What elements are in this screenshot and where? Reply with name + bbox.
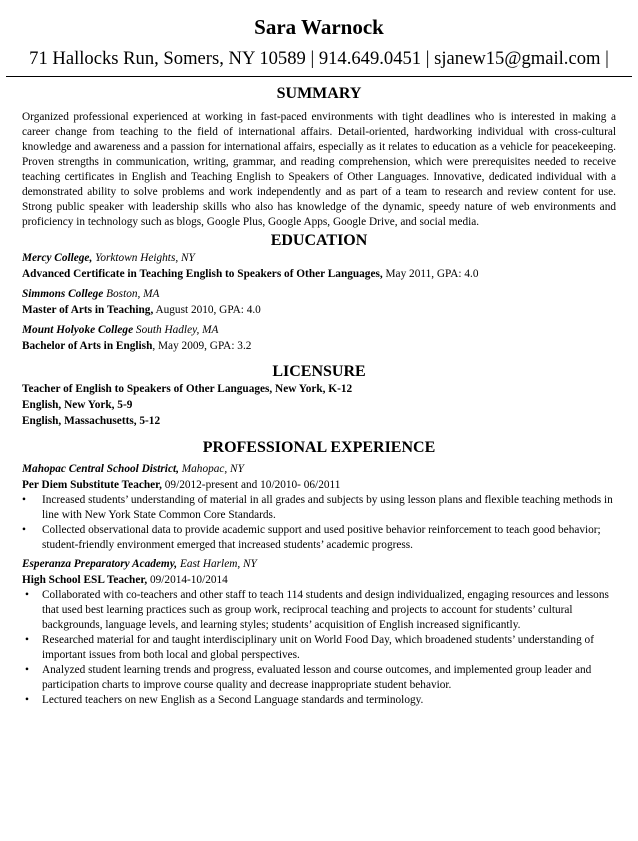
degree-name: Master of Arts in Teaching, [22,304,154,316]
degree-name: Advanced Certificate in Teaching English to Speakers of Other Languages, [22,268,383,280]
experience-heading: PROFESSIONAL EXPERIENCE [202,439,436,456]
role-line [22,477,616,493]
license-item: Teacher of English to Speakers of Other Languages, New York, K-12 [22,383,353,395]
licensure-list [22,381,616,429]
employer-name: Mahopac Central School District, [22,463,179,475]
job-dates: 09/2014-10/2014 [147,574,228,586]
job-bullet: • Increased students’ understanding of material in all grades and subjects by using lesson plans and flexible teaching methods in line with New York State Common Core Standards. [22,493,616,523]
job-title: Per Diem Substitute Teacher, [22,479,162,491]
school-location: South Hadley, MA [133,324,219,336]
summary-text: Organized professional experienced at working in fast-paced environments with tight deadlines who is interested in making a career change from teaching to the field of international affairs. Detail-oriented, hardworking individual with cross-cultural knowledge and awareness and a passion for international affairs, especially as it relates to education as a vehicle for peacekeeping. Proven strengths in communication, writing, grammar, and reading comprehension, which were prerequisites needed to receive teaching certificates in English and Teaching English to Speakers of Other Languages. Innovative, dedicated individual with a demonstrated ability to solve problems and work independently and as part of a team to research and review content for use. Strong public speaker with leadership skills who also has knowledge of the dynamic, speedy nature of web environments and proficiency in technology such as blogs, Google Plus, Google Apps, Google Drive, and social media. [22,111,616,228]
contact-line: 71 Hallocks Run, Somers, NY 10589 | 914.649.0451 | sjanew15@gmail.com | [29,48,609,69]
resume-name: Sara Warnock [254,15,384,39]
job-bullet: • Lectured teachers on new English as a Second Language standards and terminology. [22,693,616,708]
school-line [22,286,616,302]
employer-location: East Harlem, NY [177,558,257,570]
education-heading: EDUCATION [270,232,368,249]
license-item: English, New York, 5-9 [22,399,133,411]
job-title: High School ESL Teacher, [22,574,148,586]
employer-line [22,461,616,477]
employer-line [22,556,616,572]
header-divider [6,76,632,77]
employer-name: Esperanza Preparatory Academy, [22,558,178,570]
degree-line [22,338,616,354]
resume-page [0,15,638,841]
degree-line [22,266,616,282]
employer-location: Mahopac, NY [178,463,244,475]
degree-name: Bachelor of Arts in English [22,340,153,352]
job-entry [22,556,616,708]
school-line [22,322,616,338]
degree-details: August 2010, GPA: 4.0 [153,304,261,316]
job-dates: 09/2012-present and 10/2010- 06/2011 [161,479,341,491]
licensure-heading: LICENSURE [272,363,366,380]
education-entry [22,250,616,282]
degree-details: May 2011, GPA: 4.0 [382,268,479,280]
role-line [22,572,616,588]
job-bullet: • Collaborated with co-teachers and other staff to teach 114 students and design individualized, engaging resources and lessons that used best learning practices such as group work, reciprocal teaching and projects to account for students’ cultural backgrounds, language levels, and learning styles; students’ acquisition of English increased significantly. [22,588,616,633]
summary-heading: SUMMARY [276,85,362,102]
job-bullets [22,588,616,708]
job-bullet: • Collected observational data to provide academic support and used positive behavior reinforcement to teach good behavior; student-friendly environment emerged that increased students’ academic progress. [22,523,616,553]
education-entry [22,322,616,354]
school-name: Simmons College [22,288,104,300]
job-bullet: • Analyzed student learning trends and progress, evaluated lesson and course outcomes, and implemented group leader and participation charts to improve course quality and decrease inappropriate student behavior. [22,663,616,693]
job-bullet: • Researched material for and taught interdisciplinary unit on World Food Day, which broadened students’ understanding of important issues from both local and global perspectives. [22,633,616,663]
school-name: Mercy College, [22,252,93,264]
job-entry [22,461,616,553]
education-list [22,250,616,354]
job-bullets [22,493,616,553]
school-location: Yorktown Heights, NY [92,252,195,264]
education-entry [22,286,616,318]
degree-details: , May 2009, GPA: 3.2 [152,340,252,352]
license-item: English, Massachusetts, 5-12 [22,415,161,427]
school-line [22,250,616,266]
school-location: Boston, MA [103,288,160,300]
school-name: Mount Holyoke College [22,324,134,336]
degree-line [22,302,616,318]
